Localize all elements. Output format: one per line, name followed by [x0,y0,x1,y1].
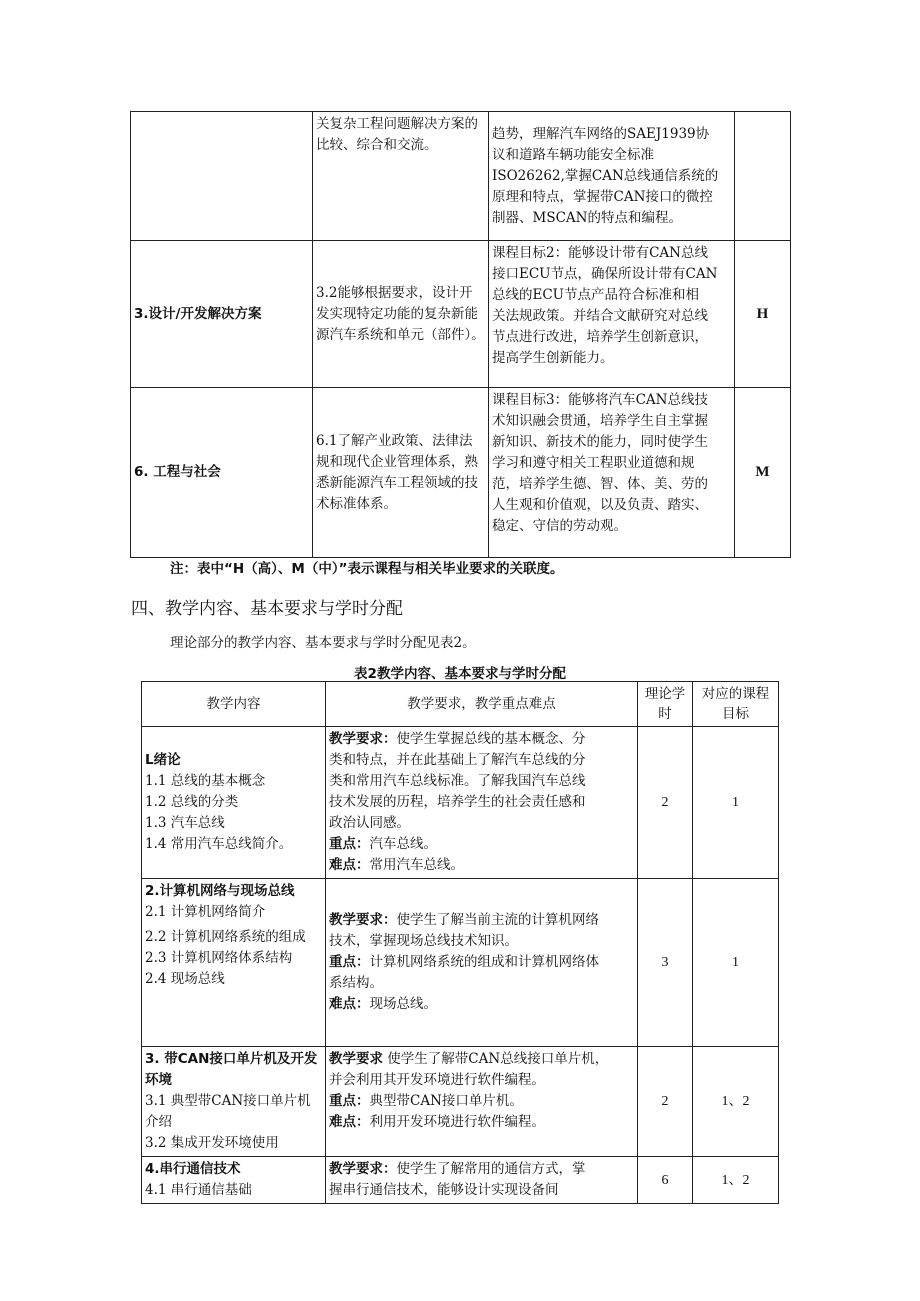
content-cell [142,1047,326,1157]
requirement-cell [326,727,638,879]
key-label: 重点： [329,954,370,970]
key-label: 重点： [329,836,370,852]
content-cell [142,879,326,1047]
level-cell [735,112,791,241]
difficulty-line: 难点：现场总线。 [329,996,437,1012]
objective-line: 课程目标2：能够设计带有CAN总线 [492,245,708,261]
requirement-line: 教学要求：使学生了解常用的通信方式，掌 [329,1161,586,1177]
objective-line: 稳定、守信的劳动观。 [492,518,627,534]
requirement-line: 教学要求：使学生了解当前主流的计算机网络 [329,912,599,928]
requirement-label: 教学要求： [329,912,397,928]
header-cell: 教学要求，教学重点难点 [326,682,638,727]
chapter-item: 3.2 集成开发环境使用 [145,1135,279,1151]
objective-line: 原理和特点，掌握带CAN接口的微控 [492,188,713,205]
chapter-item: 4.1 串行通信基础 [145,1182,252,1198]
difficulty-label: 难点： [329,1114,370,1130]
objective-cell [489,388,735,558]
difficulty-line: 难点：利用开发环境进行软件编程。 [329,1114,545,1130]
difficulty-label: 难点： [329,857,370,873]
difficulty-line: 难点：常用汽车总线。 [329,857,464,873]
chapter-item: 3.1 典型带CAN接口单片机介绍 [145,1093,311,1130]
key-point-line: 重点：典型带CAN接口单片机。 [329,1093,523,1109]
requirement-cell: 6. 工程与社会 [131,388,313,558]
hours-cell: 6 [638,1157,693,1204]
requirement-cell: 3.设计/开发解决方案 [131,241,313,388]
objective-line: 趋势，理解汽车网络的SAEJ1939协 [492,125,710,142]
requirement-label: 教学要求： [329,1161,397,1177]
graduation-requirements-table [130,111,791,558]
header-cell: 对应的课程目标 [693,682,779,727]
indicator-cell: 3.2能够根据要求，设计开发实现特定功能的复杂新能源汽车系统和单元（部件）。 [313,241,489,388]
chapter-item: 2.1 计算机网络简介 [145,904,266,920]
table-row [142,879,779,1047]
key-label: 重点： [329,1093,370,1109]
target-cell: 1 [693,879,779,1047]
content-cell [142,727,326,879]
requirement-label: 教学要求： [329,731,397,747]
requirement-line: 类和特点，并在此基础上了解汽车总线的分 [329,752,586,768]
objective-line: 术知识融会贯通，培养学生自主掌握 [492,413,708,429]
requirement-cell [326,1047,638,1157]
requirement-line: 握串行通信技术，能够设计实现设备间 [329,1182,559,1198]
target-cell: 1、2 [693,1157,779,1204]
section-heading: 四、教学内容、基本要求与学时分配 [131,599,403,619]
objective-line: 议和道路车辆功能安全标准 [492,146,654,163]
chapter-item: 1.4 常用汽车总线简介。 [145,836,293,852]
chapter-item: 1.1 总线的基本概念 [145,773,266,789]
level-cell: M [735,388,791,558]
requirement-label: 教学要求 [329,1051,383,1067]
table-row [131,388,791,558]
requirement-line: 教学要求 使学生了解带CAN总线接口单片机， [329,1051,609,1067]
requirement-line: 类和常用汽车总线标准。了解我国汽车总线 [329,773,586,789]
teaching-content-table [141,681,779,1204]
indicator-cell: 关复杂工程问题解决方案的比较、综合和交流。 [313,112,489,241]
objective-line: 范，培养学生德、智、体、美、劳的 [492,476,708,492]
table-note: 注：表中“H（高）、M（中）”表示课程与相关毕业要求的关联度。 [170,561,564,577]
chapter-title: 4.串行通信技术 [145,1161,241,1177]
key-point-line: 重点：计算机网络系统的组成和计算机网络体 [329,954,599,970]
chapter-item: 1.3 汽车总线 [145,815,225,831]
objective-line: 人生观和价值观，以及负责、踏实、 [492,497,708,513]
level-cell: H [735,241,791,388]
intro-paragraph: 理论部分的教学内容、基本要求与学时分配见表2。 [170,635,476,651]
requirement-cell [326,879,638,1047]
table-row [142,1157,779,1204]
objective-line: 制器、MSCAN的特点和编程。 [492,209,682,226]
requirement-line: 技术发展的历程，培养学生的社会责任感和 [329,794,586,810]
chapter-title: 2.计算机网络与现场总线 [145,883,295,899]
requirement-line: 政治认同感。 [329,815,410,831]
content-cell [142,1157,326,1204]
table-row [142,1047,779,1157]
requirement-line: 教学要求：使学生掌握总线的基本概念、分 [329,731,586,747]
requirement-line: 并会利用其开发环境进行软件编程。 [329,1072,545,1088]
table-row [131,241,791,388]
table-row [131,112,791,241]
key-point-line: 重点：汽车总线。 [329,836,437,852]
chapter-item: 2.2 计算机网络系统的组成 [145,929,306,945]
header-cell: 教学内容 [142,682,326,727]
table-header-row [142,682,779,727]
requirement-cell [131,112,313,241]
objective-cell [489,112,735,241]
objective-line: 接口ECU节点，确保所设计带有CAN [492,266,718,282]
header-cell: 理论学时 [638,682,693,727]
hours-cell: 3 [638,879,693,1047]
chapter-item: 2.3 计算机网络体系结构 [145,950,293,966]
chapter-item: 2.4 现场总线 [145,971,225,987]
target-cell: 1、2 [693,1047,779,1157]
objective-line: 总线的ECU节点产品符合标准和相 [492,287,700,303]
indicator-cell: 6.1了解产业政策、法律法规和现代企业管理体系，熟悉新能源汽车工程领域的技术标准体系。 [313,388,489,558]
objective-line: 关法规政策。并结合文献研究对总线 [492,308,708,324]
chapter-title: L绪论 [145,752,181,768]
objective-line: 课程目标3：能够将汽车CAN总线技 [492,392,708,408]
table-caption: 表2教学内容、基本要求与学时分配 [354,666,566,682]
chapter-title: 3. 带CAN接口单片机及开发环境 [145,1051,318,1088]
hours-cell: 2 [638,727,693,879]
requirement-line: 技术，掌握现场总线技术知识。 [329,933,518,949]
difficulty-label: 难点： [329,996,370,1012]
objective-line: ISO26262,掌握CAN总线通信系统的 [492,167,719,184]
objective-cell [489,241,735,388]
objective-line: 节点进行改进，培养学生创新意识， [492,329,708,345]
objective-line: 提高学生创新能力。 [492,350,614,366]
requirement-cell [326,1157,638,1204]
objective-line: 新知识、新技术的能力，同时使学生 [492,434,708,450]
target-cell: 1 [693,727,779,879]
objective-line: 学习和遵守相关工程职业道德和规 [492,455,695,471]
key-point-line: 系结构。 [329,975,383,991]
hours-cell: 2 [638,1047,693,1157]
table-row [142,727,779,879]
chapter-item: 1.2 总线的分类 [145,794,239,810]
